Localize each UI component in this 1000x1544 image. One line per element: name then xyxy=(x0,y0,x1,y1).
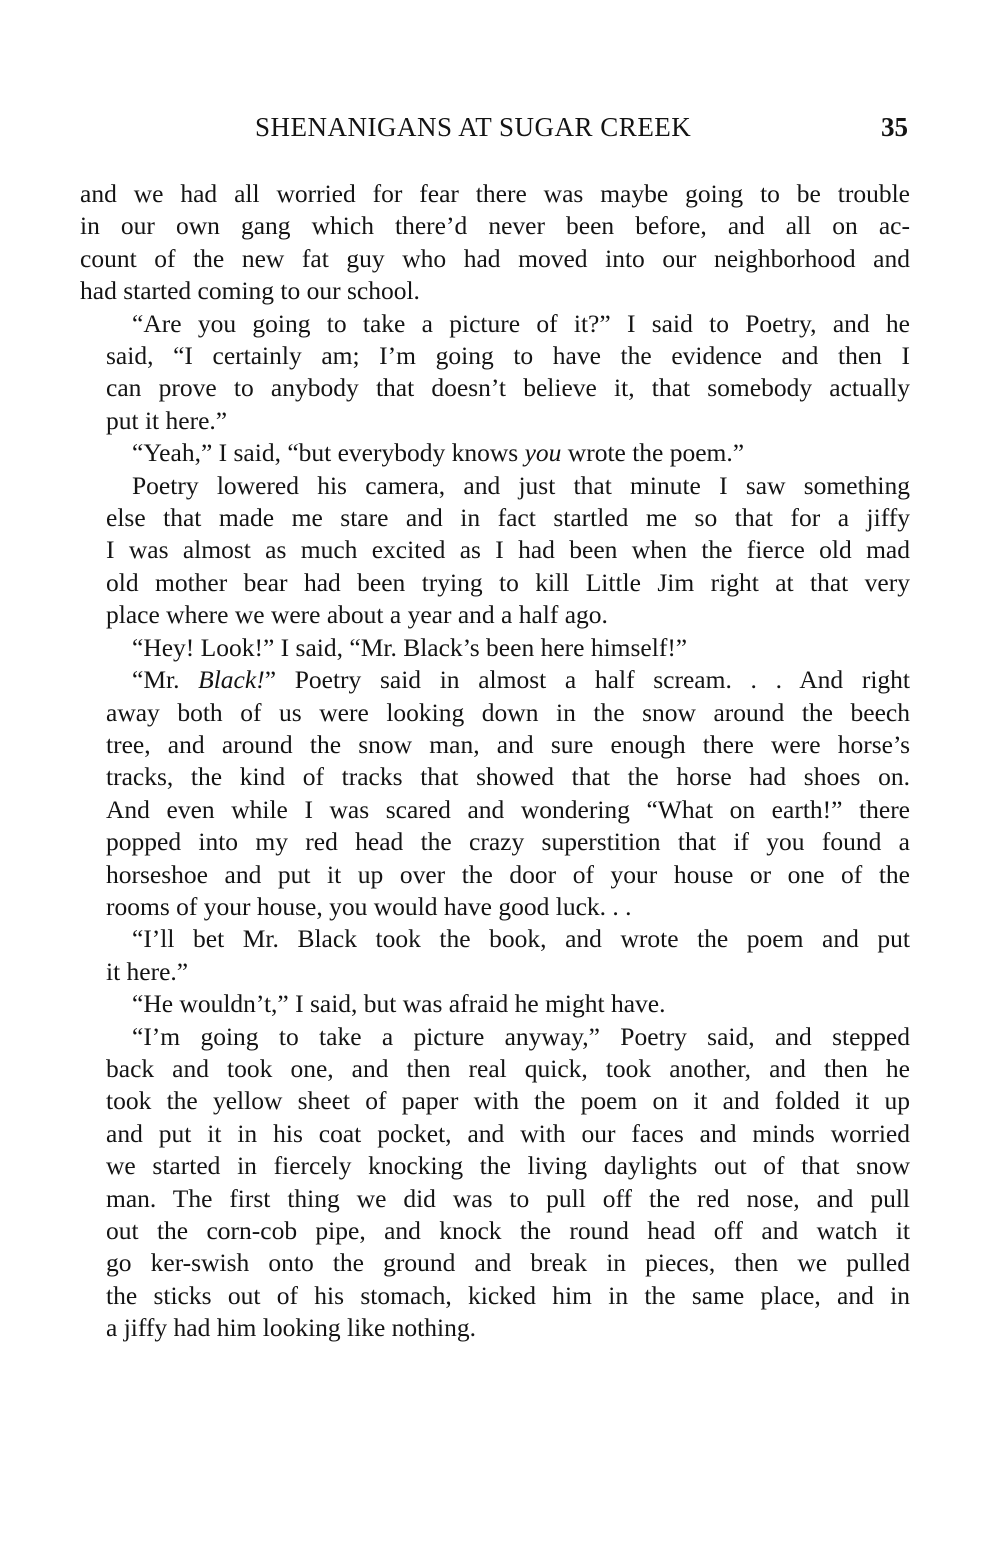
text-line: back and took one, and then real quick, took another, and then he xyxy=(106,1053,910,1083)
paragraph xyxy=(80,178,910,308)
italic-text: Black! xyxy=(198,665,265,695)
text-line: the sticks out of his stomach, kicked him in the same place, and in xyxy=(106,1280,910,1310)
text-line xyxy=(80,437,910,469)
text-line: said, “I certainly am; I’m going to have the evidence and then I xyxy=(106,341,910,371)
text-line: And even while I was scared and wondering “What on earth!” there xyxy=(106,794,910,824)
text-line: man. The first thing we did was to pull off the red nose, and pull xyxy=(106,1183,910,1213)
page-number: 35 xyxy=(881,112,908,142)
paragraph xyxy=(80,923,910,988)
text-line: it here.” xyxy=(106,956,189,986)
text-line: I was almost as much excited as I had been when the fierce old mad xyxy=(106,535,910,565)
text-line: in our own gang which there’d never been before, and all on ac- xyxy=(80,211,910,241)
text-line: else that made me stare and in fact startled me so that for a jiffy xyxy=(106,503,910,533)
text-line xyxy=(80,664,910,696)
paragraph xyxy=(80,470,910,632)
running-title: SHENANIGANS AT SUGAR CREEK xyxy=(255,112,692,142)
text-line: “Hey! Look!” I said, “Mr. Black’s been here himself!” xyxy=(132,632,688,662)
text-line: Poetry lowered his camera, and just that minute I saw something xyxy=(132,470,910,500)
text-line: tracks, the kind of tracks that showed that the horse had shoes on. xyxy=(106,762,910,792)
text-line: a jiffy had him looking like nothing. xyxy=(106,1313,476,1343)
paragraph xyxy=(80,308,910,438)
italic-text: you xyxy=(524,438,562,468)
text-line: place where we were about a year and a half ago. xyxy=(106,600,608,630)
text-line: “Are you going to take a picture of it?” I said to Poetry, and he xyxy=(132,308,910,338)
paragraph xyxy=(80,632,910,664)
text-span: wrote the poem.” xyxy=(561,438,745,468)
text-line: “He wouldn’t,” I said, but was afraid he might have. xyxy=(132,989,666,1019)
text-line: rooms of your house, you would have good luck. . . xyxy=(106,891,632,921)
text-line: and put it in his coat pocket, and with our faces and minds worried xyxy=(106,1118,910,1148)
text-line: had started coming to our school. xyxy=(80,276,420,306)
paragraph xyxy=(80,664,910,923)
text-span: ” Poetry said in almost a half scream. . . And right xyxy=(264,665,910,695)
body-text xyxy=(80,178,910,1345)
paragraph xyxy=(80,1021,910,1345)
text-line: away both of us were looking down in the snow around the beech xyxy=(106,697,910,727)
text-line: “I’m going to take a picture anyway,” Poetry said, and stepped xyxy=(132,1021,910,1051)
running-header xyxy=(80,112,910,152)
text-line: count of the new fat guy who had moved into our neighborhood and xyxy=(80,243,910,273)
text-line: old mother bear had been trying to kill Little Jim right at that very xyxy=(106,567,910,597)
text-line: can prove to anybody that doesn’t believe it, that somebody actually xyxy=(106,373,910,403)
text-span: “Mr. xyxy=(132,665,199,695)
text-line: took the yellow sheet of paper with the poem on it and folded it up xyxy=(106,1086,910,1116)
text-line: we started in fiercely knocking the living daylights out of that snow xyxy=(106,1151,910,1181)
text-line: popped into my red head the crazy superstition that if you found a xyxy=(106,827,910,857)
paragraph xyxy=(80,988,910,1020)
paragraph xyxy=(80,437,910,469)
text-line: put it here.” xyxy=(106,405,228,435)
text-line: and we had all worried for fear there was maybe going to be trouble xyxy=(80,179,910,208)
text-line: “I’ll bet Mr. Black took the book, and wrote the poem and put xyxy=(132,924,910,954)
text-line: out the corn-cob pipe, and knock the round head off and watch it xyxy=(106,1216,910,1245)
text-span: “Yeah,” I said, “but everybody knows xyxy=(132,438,525,468)
text-line: go ker-swish onto the ground and break in pieces, then we pulled xyxy=(106,1248,910,1278)
text-line: horseshoe and put it up over the door of your house or one of the xyxy=(106,859,910,889)
text-line: tree, and around the snow man, and sure enough there were horse’s xyxy=(106,729,910,759)
